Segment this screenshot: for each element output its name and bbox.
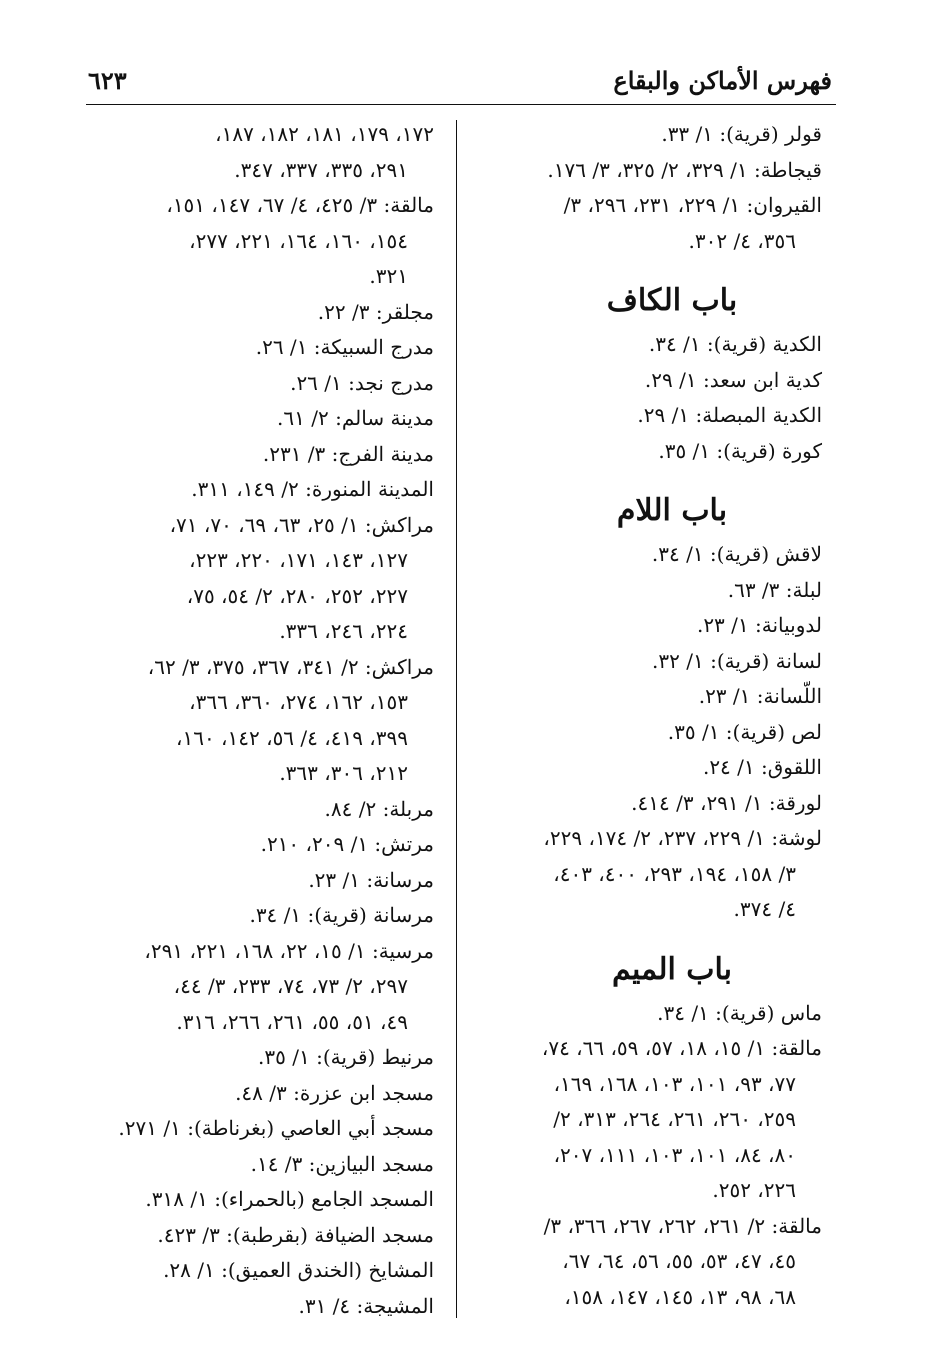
index-entries-kaf (462, 327, 822, 469)
index-entry-line: اللّسانة: ١/ ٢٣. (698, 684, 822, 708)
index-entry-continuation: ١٥٣، ١٦٢، ٢٧٤، ٣٦٠، ٣٦٦، (189, 690, 408, 714)
index-entry (462, 1209, 822, 1316)
index-entry (74, 330, 434, 366)
index-entry (462, 117, 822, 153)
index-entry-continuation: ٢٩١، ٣٣٥، ٣٣٧، ٣٤٧. (234, 157, 408, 182)
index-entry-line: لورقة: ١/ ٢٩١، ٣/ ٤١٤. (631, 790, 822, 815)
left-column (74, 117, 434, 1324)
index-entry-line: لبلة: ٣/ ٦٣. (727, 577, 822, 602)
index-entry-line: لاقش (قرية): ١/ ٣٤. (651, 542, 822, 566)
index-entry-continuation: ٢١٢، ٣٠٦، ٣٦٣. (279, 761, 408, 785)
index-entry (462, 327, 822, 363)
index-entry-line: مدينة الفرج: ٣/ ٢٣١. (262, 441, 434, 466)
index-entry-line: كورة (قرية): ١/ ٣٥. (658, 438, 822, 463)
index-entry-line: لوشة: ١/ ٢٢٩، ٢٣٧، ٢/ ١٧٤، ٢٢٩، (543, 826, 822, 850)
index-entry-line: مدينة سالم: ٢/ ٦١. (277, 406, 434, 430)
index-entry-line: قيجاطة: ١/ ٣٢٩، ٢/ ٣٢٥، ٣/ ١٧٦. (547, 157, 822, 182)
index-entry (462, 608, 822, 644)
index-entry-line: لسانة (قرية): ١/ ٣٢. (652, 648, 822, 673)
column-divider (456, 120, 457, 1318)
index-entry-line: مالقة: ٢/ ٢٦١، ٢٦٢، ٢٦٧، ٣٦٦، ٣/ (543, 1213, 822, 1238)
index-entry-line: القيروان: ١/ ٢٢٩، ٢٣١، ٢٩٦، ٣/ (563, 193, 822, 217)
index-entry-line: المشايخ (الخندق العميق): ١/ ٢٨. (163, 1258, 434, 1282)
index-entry-line: مدرج السبيكة: ١/ ٢٦. (255, 335, 434, 359)
index-entry (462, 1031, 822, 1209)
index-entry-line: مرسية: ١/ ١٥، ٢٢، ١٦٨، ٢٢١، ٢٩١، (144, 938, 434, 963)
index-entry (462, 679, 822, 715)
index-entry (74, 188, 434, 295)
index-entry-line: مراكش: ٢/ ٣٤١، ٣٦٧، ٣٧٥، ٣/ ٦٢، (147, 654, 434, 679)
index-entry (462, 398, 822, 434)
index-entries-top (462, 117, 822, 259)
index-entry-continuation: ٣٩٩، ٤١٩، ٤/ ٥٦، ١٤٢، ١٦٠، (176, 725, 408, 750)
index-entry-line: مالقة: ١/ ١٥، ١٨، ٥٧، ٥٩، ٦٦، ٧٤، (541, 1036, 822, 1060)
running-title: فهرس الأماكن والبقاع (613, 66, 832, 95)
index-entry (74, 792, 434, 828)
index-entry (462, 434, 822, 470)
index-entry-continuation: ٣٥٦، ٤/ ٣٠٢. (688, 228, 796, 253)
index-entry-continuation: ٤٩، ٥١، ٥٥، ٢٦١، ٢٦٦، ٣١٦. (176, 1009, 408, 1034)
index-entry (74, 1182, 434, 1218)
section-heading-lam: باب اللام (616, 493, 728, 528)
index-entry (74, 117, 434, 188)
index-entry (462, 153, 822, 189)
index-entry-continuation: ٢٥٩، ٢٦٠، ٢٦١، ٢٦٤، ٣١٣، ٢/ (553, 1107, 796, 1131)
page-number: ٦٢٣ (88, 66, 127, 95)
index-entry-continuation: ٧٧، ٩٣، ١٠١، ١٠٣، ١٦٨، ١٦٩، (553, 1071, 796, 1096)
header-rule (86, 104, 836, 105)
index-entry-line: الكدية المبصلة: ١/ ٢٩. (637, 403, 822, 427)
index-entry-continuation: ١٢٧، ١٤٣، ١٧١، ٢٢٠، ٢٢٣، (189, 548, 408, 572)
index-entry (74, 650, 434, 792)
right-column (462, 117, 822, 1315)
index-entry-line: مرسانة: ١/ ٢٣. (308, 867, 434, 892)
index-entry-line: مالقة: ٣/ ٤٢٥، ٤/ ٦٧، ١٤٧، ١٥١، (166, 193, 434, 217)
index-entry-line: مرنيط (قرية): ١/ ٣٥. (258, 1045, 434, 1069)
index-entry-continuation: ٢٢٧، ٢٥٢، ٢٨٠، ٢/ ٥٤، ٧٥، (186, 583, 408, 608)
index-entry (74, 863, 434, 899)
index-entry (74, 401, 434, 437)
index-entry (462, 996, 822, 1032)
index-entry (74, 1076, 434, 1112)
page-header (88, 66, 832, 106)
index-entry (462, 537, 822, 573)
index-entry-line: مدرج نجد: ١/ ٢٦. (290, 370, 434, 395)
index-entry-continuation: ٣٢١. (369, 264, 408, 288)
index-entry (74, 1040, 434, 1076)
index-entry (74, 934, 434, 1041)
index-entries-lam (462, 537, 822, 928)
index-entry-line: مربلة: ٢/ ٨٤. (324, 796, 434, 821)
index-entry-continuation: ٢٢٦، ٢٥٢. (712, 1178, 796, 1202)
index-entry-line: مراكش: ١/ ٢٥، ٦٣، ٦٩، ٧٠، ٧١، (169, 512, 434, 537)
index-entry (462, 573, 822, 609)
index-entry-continuation: ٨٠، ٨٤، ١٠١، ١٠٣، ١١١، ٢٠٧، (553, 1142, 796, 1167)
index-entry-line: كدية ابن سعد: ١/ ٢٩. (644, 367, 822, 392)
index-entry-line: المشيجة: ٤/ ٣١. (298, 1293, 434, 1318)
index-entry (74, 1289, 434, 1325)
index-entry-continuation: ٢٢٤، ٢٤٦، ٣٣٦. (279, 619, 408, 643)
index-entry-line: لص (قرية): ١/ ٣٥. (667, 719, 822, 744)
index-entry-continuation: ١٥٤، ١٦٠، ١٦٤، ٢٢١، ٢٧٧، (189, 228, 408, 253)
index-entry-line: مسجد الضيافة (بقرطبة): ٣/ ٤٢٣. (157, 1222, 434, 1247)
index-entry (74, 295, 434, 331)
index-entry (74, 1253, 434, 1289)
index-entry (74, 898, 434, 934)
index-entry-line: اللقوق: ١/ ٢٤. (702, 755, 822, 779)
index-entry (74, 366, 434, 402)
index-entry-line: المسجد الجامع (بالحمراء): ١/ ٣١٨. (145, 1187, 434, 1211)
section-heading-mim: باب الميم (611, 951, 732, 987)
index-entries-left (74, 117, 434, 1324)
index-entry (462, 786, 822, 822)
index-entry (74, 437, 434, 473)
index-entry-continuation: ٤٥، ٤٧، ٥٣، ٥٥، ٥٦، ٦٤، ٦٧، (562, 1249, 796, 1273)
index-entry-continuation: ٢٩٧، ٢/ ٧٣، ٧٤، ٢٣٣، ٣/ ٤٤، (173, 974, 408, 998)
index-entry-line: مسجد أبي العاصي (بغرناطة): ١/ ٢٧١. (118, 1116, 434, 1140)
index-entry (74, 508, 434, 650)
index-entry (462, 821, 822, 928)
index-entry-continuation: ٣/ ١٥٨، ١٩٤، ٢٩٣، ٤٠٠، ٤٠٣، (553, 861, 796, 886)
index-entry-line: المدينة المنورة: ٢/ ١٤٩، ٣١١. (191, 477, 434, 501)
index-entry (462, 188, 822, 259)
index-entry (74, 827, 434, 863)
index-entry-line: مرسانة (قرية): ١/ ٣٤. (249, 903, 434, 927)
index-entry-line: ١٧٢، ١٧٩، ١٨١، ١٨٢، ١٨٧، (215, 122, 434, 146)
index-entry (462, 715, 822, 751)
index-entry-line: ماس (قرية): ١/ ٣٤. (657, 1000, 822, 1025)
index-entry-line: قولر (قرية): ١/ ٣٣. (661, 122, 822, 146)
index-entry-continuation: ٦٨، ٩٨، ١٣، ١٤٥، ١٤٧، ١٥٨، (564, 1284, 796, 1309)
index-entry (462, 644, 822, 680)
index-entry-line: لدوبيانة: ١/ ٢٣. (696, 613, 822, 637)
index-entry (462, 750, 822, 786)
index-entries-mim (462, 996, 822, 1316)
index-entry (74, 1111, 434, 1147)
index-entry (74, 472, 434, 508)
index-entry-line: مسجد البيازين: ٣/ ١٤. (250, 1151, 434, 1176)
index-entry (462, 363, 822, 399)
index-entry-line: مرتش: ١/ ٢٠٩، ٢١٠. (260, 832, 434, 856)
index-entry (74, 1218, 434, 1254)
index-entry-line: مسجد ابن عزرة: ٣/ ٤٨. (235, 1080, 434, 1105)
index-entry-line: مجلقر: ٣/ ٢٢. (317, 299, 434, 324)
index-entry-line: الكدية (قرية): ١/ ٣٤. (648, 332, 822, 356)
index-entry (74, 1147, 434, 1183)
index-entry-continuation: ٤/ ٣٧٤. (733, 897, 796, 921)
section-heading-kaf: باب الكاف (606, 283, 738, 318)
